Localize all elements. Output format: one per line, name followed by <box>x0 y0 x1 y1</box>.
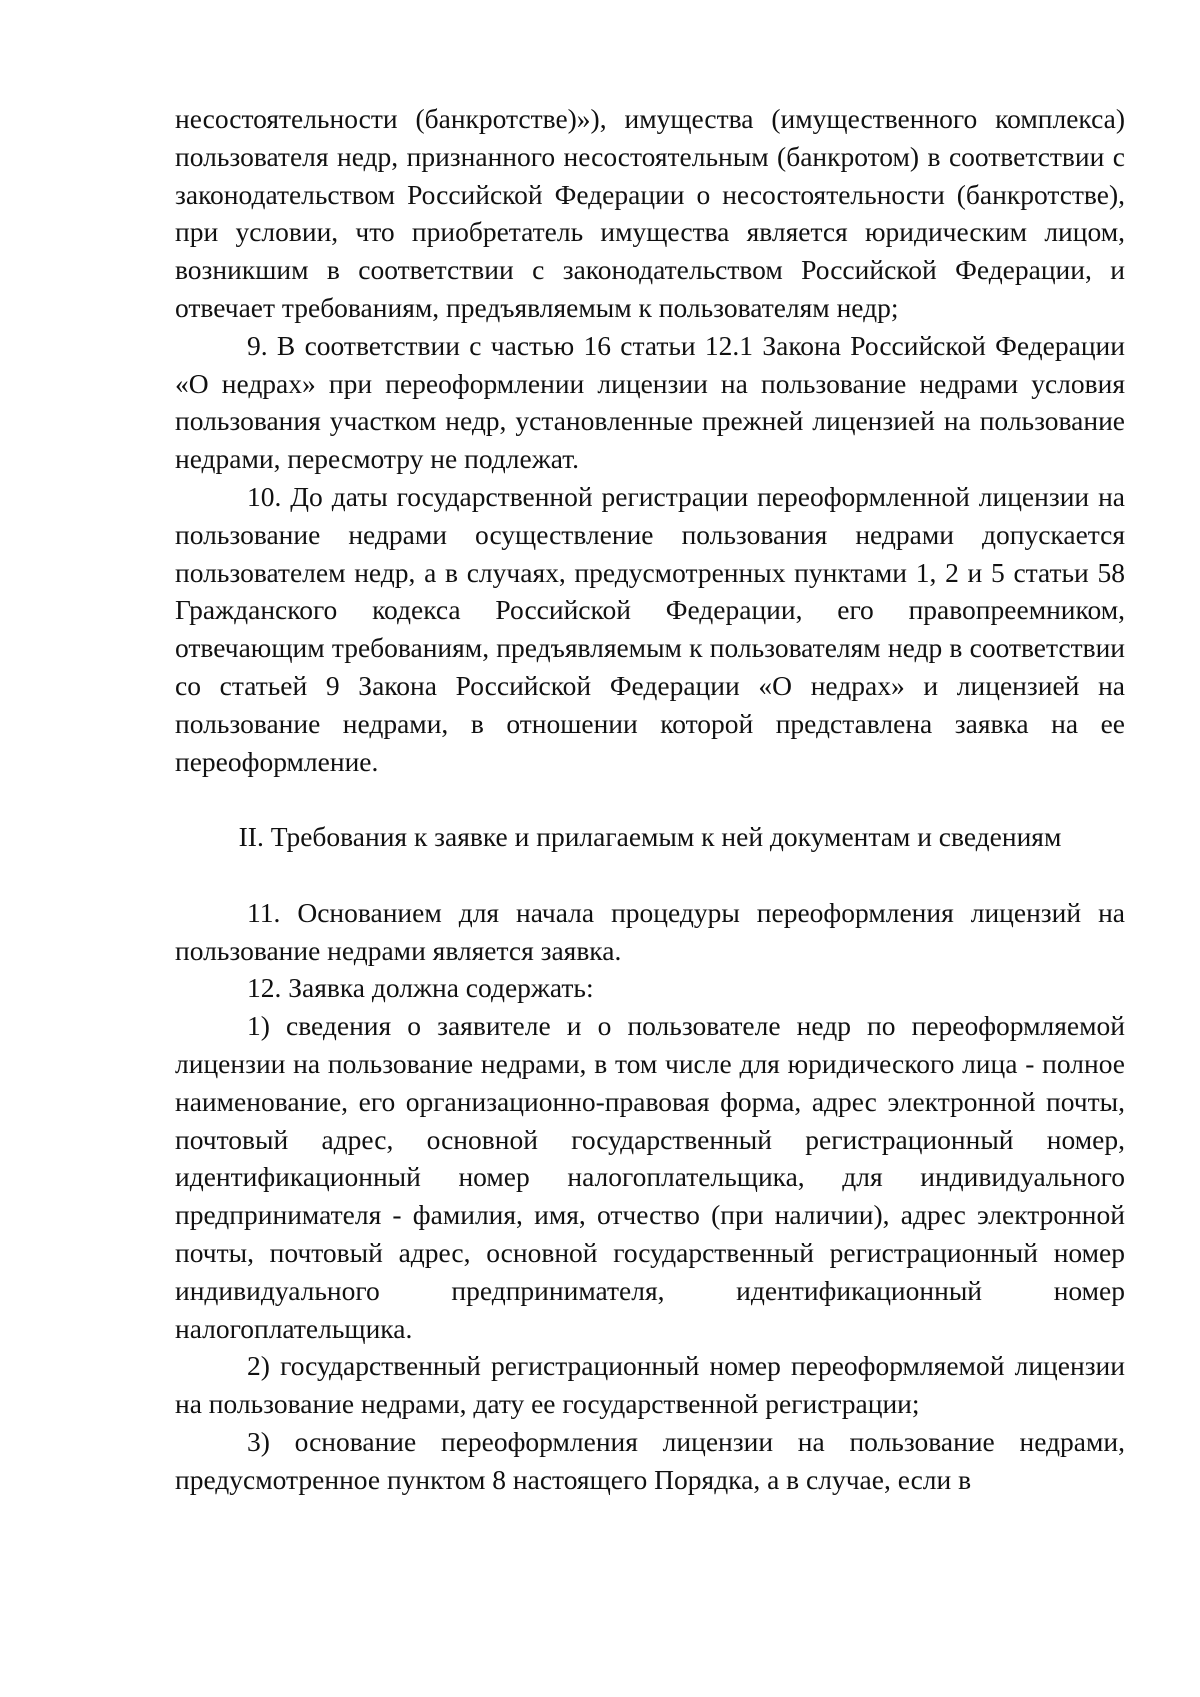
spacer <box>175 780 1125 818</box>
spacer <box>175 856 1125 894</box>
paragraph-subitem-3: 3) основание переоформления лицензии на пользование недрами, предусмотренное пунктом 8 настоящего Порядка, а в случае, если в <box>175 1425 1125 1495</box>
paragraph-continuation: несостоятельности (банкротстве)»), имущества (имущественного комплекса) пользователя недр, признанного несостоятельным (банкротом) в соответствии с законодательством Российской Федерации о несостоятельности (банкротстве), при условии, что приобретатель имущества является юридическим лицом, возникшим в соответствии с законодательством Российской Федерации, и отвечает требованиям, предъявляемым к пользователям недр; <box>175 103 1125 323</box>
paragraph-item-9: 9. В соответствии с частью 16 статьи 12.1 Закона Российской Федерации «О недрах» при переоформлении лицензии на пользование недрами условия пользования участком недр, установленные прежней лицензией на пользование недрами, пересмотру не подлежат. <box>175 329 1125 475</box>
paragraph-item-12: 12. Заявка должна содержать: <box>247 972 594 1004</box>
paragraph-subitem-2: 2) государственный регистрационный номер переоформляемой лицензии на пользование недрами, дату ее государственной регистрации; <box>175 1350 1125 1420</box>
document-page <box>175 100 1125 1498</box>
paragraph-item-10: 10. До даты государственной регистрации переоформленной лицензии на пользование недрами осуществление пользования недрами допускается пользователем недр, а в случаях, предусмотренных пунктами 1, 2 и 5 статьи 58 Гражданского кодекса Российской Федерации, его правопреемником, отвечающим требованиям, предъявляемым к пользователям недр в соответствии со статьей 9 Закона Российской Федерации «О недрах» и лицензией на пользование недрами, в отношении которой представлена заявка на ее переоформление. <box>175 480 1125 777</box>
paragraph-subitem-1: 1) сведения о заявителе и о пользователе недр по переоформляемой лицензии на пользование недрами, в том числе для юридического лица - полное наименование, его организационно-правовая форма, адрес электронной почты, почтовый адрес, основной государственный регистрационный номер, идентификационный номер налогоплательщика, для индивидуального предпринимателя - фамилия, имя, отчество (при наличии), адрес электронной почты, почтовый адрес, основной государственный регистрационный номер индивидуального предпринимателя, идентификационный номер налогоплательщика. <box>175 1010 1125 1344</box>
paragraph-item-11: 11. Основанием для начала процедуры переоформления лицензий на пользование недрами является заявка. <box>175 896 1125 966</box>
section-heading: II. Требования к заявке и прилагаемым к ней документам и сведениям <box>238 821 1062 853</box>
